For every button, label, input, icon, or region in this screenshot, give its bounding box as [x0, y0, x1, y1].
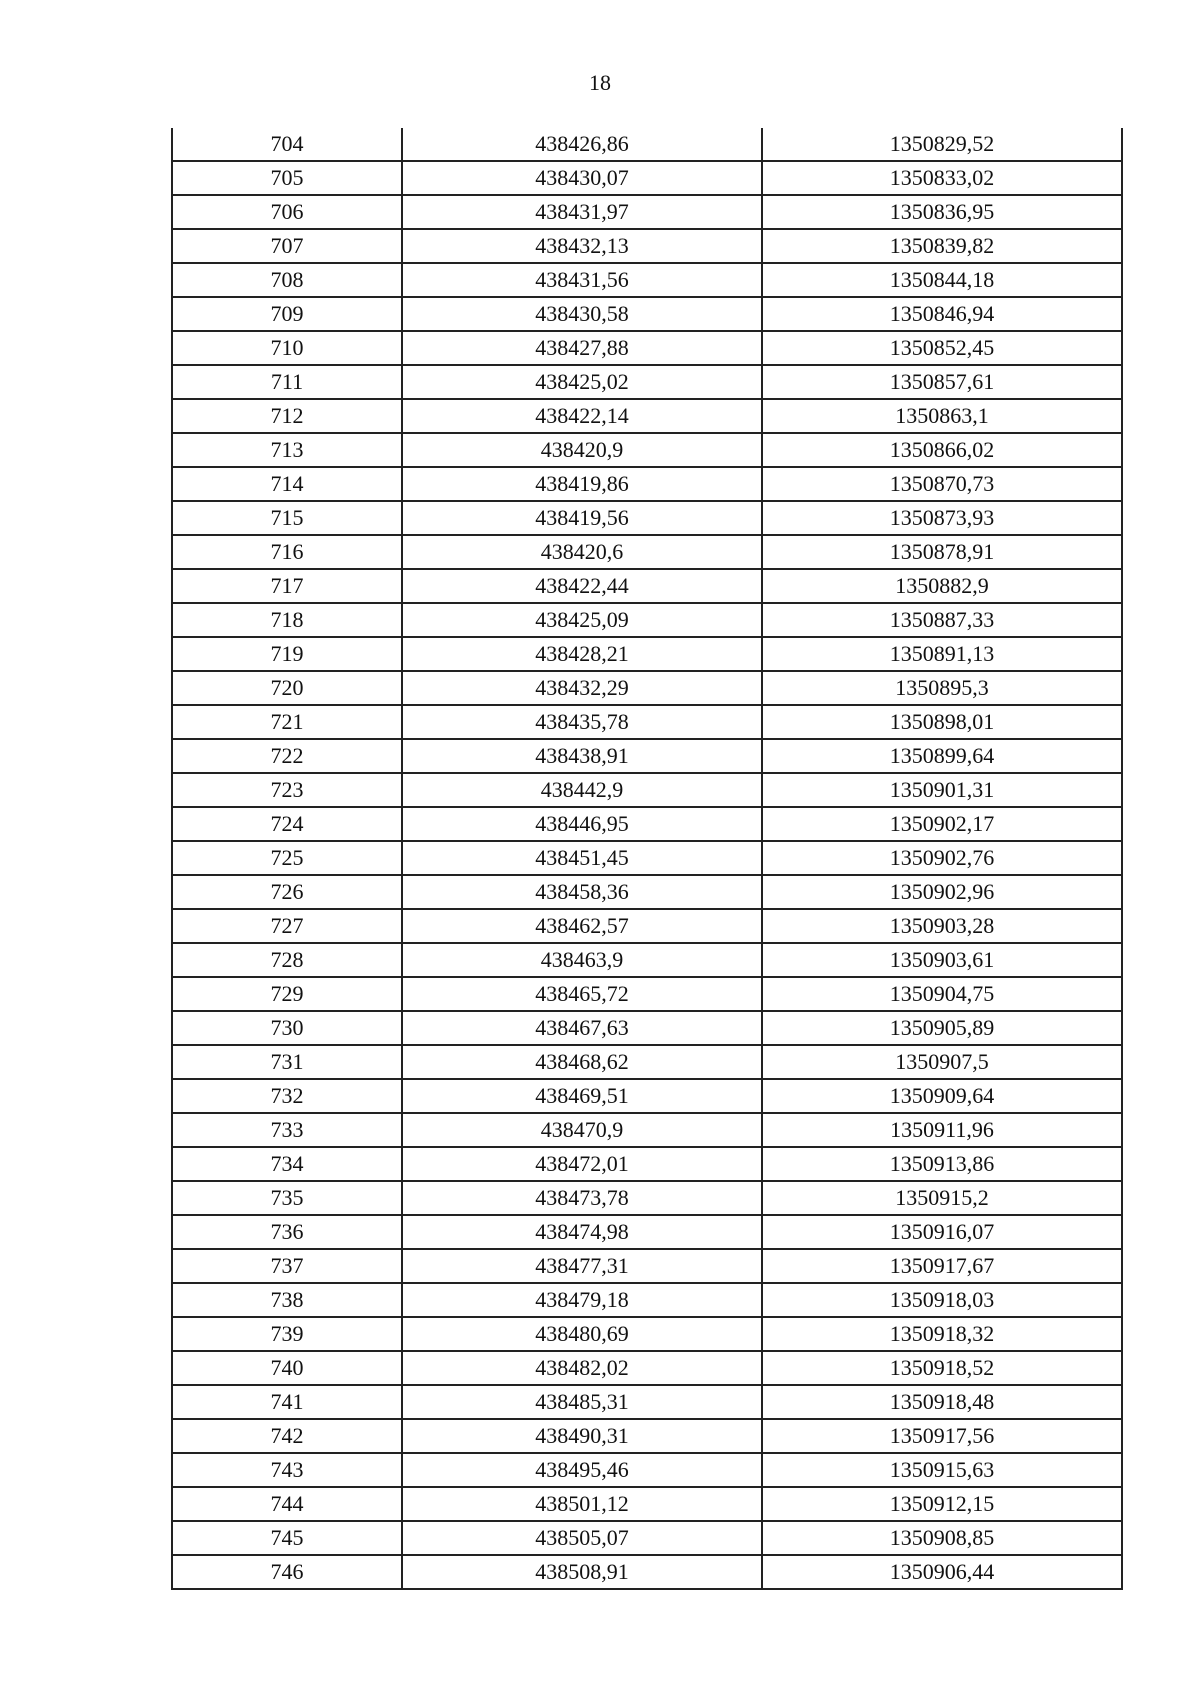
- x-coordinate-cell: 438422,14: [402, 399, 762, 433]
- coordinates-table-body: [172, 128, 1122, 1589]
- point-number-cell: 705: [172, 161, 402, 195]
- y-coordinate-cell: 1350863,1: [762, 399, 1122, 433]
- y-coordinate-cell: 1350846,94: [762, 297, 1122, 331]
- point-number-cell: 743: [172, 1453, 402, 1487]
- point-number-cell: 709: [172, 297, 402, 331]
- point-number-cell: 731: [172, 1045, 402, 1079]
- point-number-cell: 723: [172, 773, 402, 807]
- x-coordinate-cell: 438480,69: [402, 1317, 762, 1351]
- table-row: [172, 399, 1122, 433]
- point-number-cell: 735: [172, 1181, 402, 1215]
- x-coordinate-cell: 438465,72: [402, 977, 762, 1011]
- table-row: [172, 161, 1122, 195]
- point-number-cell: 729: [172, 977, 402, 1011]
- point-number-cell: 713: [172, 433, 402, 467]
- coordinates-table: [171, 128, 1123, 1590]
- x-coordinate-cell: 438485,31: [402, 1385, 762, 1419]
- y-coordinate-cell: 1350915,63: [762, 1453, 1122, 1487]
- y-coordinate-cell: 1350899,64: [762, 739, 1122, 773]
- x-coordinate-cell: 438482,02: [402, 1351, 762, 1385]
- y-coordinate-cell: 1350911,96: [762, 1113, 1122, 1147]
- table-row: [172, 1045, 1122, 1079]
- x-coordinate-cell: 438462,57: [402, 909, 762, 943]
- point-number-cell: 734: [172, 1147, 402, 1181]
- table-row: [172, 705, 1122, 739]
- table-row: [172, 1079, 1122, 1113]
- table-row: [172, 1113, 1122, 1147]
- table-row: [172, 1147, 1122, 1181]
- y-coordinate-cell: 1350833,02: [762, 161, 1122, 195]
- x-coordinate-cell: 438438,91: [402, 739, 762, 773]
- point-number-cell: 745: [172, 1521, 402, 1555]
- table-row: [172, 943, 1122, 977]
- point-number-cell: 739: [172, 1317, 402, 1351]
- point-number-cell: 719: [172, 637, 402, 671]
- point-number-cell: 744: [172, 1487, 402, 1521]
- x-coordinate-cell: 438422,44: [402, 569, 762, 603]
- y-coordinate-cell: 1350917,56: [762, 1419, 1122, 1453]
- point-number-cell: 704: [172, 128, 402, 161]
- table-row: [172, 875, 1122, 909]
- x-coordinate-cell: 438431,97: [402, 195, 762, 229]
- x-coordinate-cell: 438430,07: [402, 161, 762, 195]
- table-row: [172, 773, 1122, 807]
- y-coordinate-cell: 1350902,96: [762, 875, 1122, 909]
- table-row: [172, 229, 1122, 263]
- y-coordinate-cell: 1350878,91: [762, 535, 1122, 569]
- table-row: [172, 1419, 1122, 1453]
- point-number-cell: 711: [172, 365, 402, 399]
- y-coordinate-cell: 1350904,75: [762, 977, 1122, 1011]
- table-row: [172, 1283, 1122, 1317]
- point-number-cell: 732: [172, 1079, 402, 1113]
- x-coordinate-cell: 438446,95: [402, 807, 762, 841]
- x-coordinate-cell: 438432,29: [402, 671, 762, 705]
- table-row: [172, 977, 1122, 1011]
- point-number-cell: 718: [172, 603, 402, 637]
- point-number-cell: 714: [172, 467, 402, 501]
- page-number: 18: [589, 70, 611, 95]
- table-row: [172, 569, 1122, 603]
- point-number-cell: 722: [172, 739, 402, 773]
- table-row: [172, 1181, 1122, 1215]
- x-coordinate-cell: 438451,45: [402, 841, 762, 875]
- x-coordinate-cell: 438442,9: [402, 773, 762, 807]
- point-number-cell: 727: [172, 909, 402, 943]
- y-coordinate-cell: 1350857,61: [762, 365, 1122, 399]
- table-row: [172, 637, 1122, 671]
- point-number-cell: 720: [172, 671, 402, 705]
- point-number-cell: 736: [172, 1215, 402, 1249]
- y-coordinate-cell: 1350839,82: [762, 229, 1122, 263]
- y-coordinate-cell: 1350902,76: [762, 841, 1122, 875]
- y-coordinate-cell: 1350917,67: [762, 1249, 1122, 1283]
- table-row: [172, 297, 1122, 331]
- y-coordinate-cell: 1350915,2: [762, 1181, 1122, 1215]
- y-coordinate-cell: 1350918,03: [762, 1283, 1122, 1317]
- y-coordinate-cell: 1350844,18: [762, 263, 1122, 297]
- y-coordinate-cell: 1350870,73: [762, 467, 1122, 501]
- x-coordinate-cell: 438472,01: [402, 1147, 762, 1181]
- point-number-cell: 728: [172, 943, 402, 977]
- x-coordinate-cell: 438425,02: [402, 365, 762, 399]
- table-row: [172, 909, 1122, 943]
- table-row: [172, 195, 1122, 229]
- y-coordinate-cell: 1350907,5: [762, 1045, 1122, 1079]
- x-coordinate-cell: 438474,98: [402, 1215, 762, 1249]
- y-coordinate-cell: 1350887,33: [762, 603, 1122, 637]
- point-number-cell: 726: [172, 875, 402, 909]
- x-coordinate-cell: 438435,78: [402, 705, 762, 739]
- x-coordinate-cell: 438432,13: [402, 229, 762, 263]
- x-coordinate-cell: 438430,58: [402, 297, 762, 331]
- x-coordinate-cell: 438501,12: [402, 1487, 762, 1521]
- table-row: [172, 1385, 1122, 1419]
- y-coordinate-cell: 1350829,52: [762, 128, 1122, 161]
- y-coordinate-cell: 1350913,86: [762, 1147, 1122, 1181]
- table-row: [172, 331, 1122, 365]
- x-coordinate-cell: 438425,09: [402, 603, 762, 637]
- point-number-cell: 730: [172, 1011, 402, 1045]
- y-coordinate-cell: 1350852,45: [762, 331, 1122, 365]
- y-coordinate-cell: 1350866,02: [762, 433, 1122, 467]
- x-coordinate-cell: 438419,86: [402, 467, 762, 501]
- y-coordinate-cell: 1350912,15: [762, 1487, 1122, 1521]
- x-coordinate-cell: 438427,88: [402, 331, 762, 365]
- y-coordinate-cell: 1350873,93: [762, 501, 1122, 535]
- y-coordinate-cell: 1350882,9: [762, 569, 1122, 603]
- point-number-cell: 725: [172, 841, 402, 875]
- table-row: [172, 807, 1122, 841]
- table-row: [172, 841, 1122, 875]
- y-coordinate-cell: 1350836,95: [762, 195, 1122, 229]
- table-row: [172, 1453, 1122, 1487]
- table-row: [172, 128, 1122, 161]
- point-number-cell: 721: [172, 705, 402, 739]
- table-row: [172, 1317, 1122, 1351]
- point-number-cell: 742: [172, 1419, 402, 1453]
- x-coordinate-cell: 438463,9: [402, 943, 762, 977]
- table-row: [172, 535, 1122, 569]
- x-coordinate-cell: 438469,51: [402, 1079, 762, 1113]
- point-number-cell: 733: [172, 1113, 402, 1147]
- table-row: [172, 1351, 1122, 1385]
- x-coordinate-cell: 438419,56: [402, 501, 762, 535]
- x-coordinate-cell: 438508,91: [402, 1555, 762, 1589]
- table-row: [172, 1521, 1122, 1555]
- point-number-cell: 737: [172, 1249, 402, 1283]
- y-coordinate-cell: 1350891,13: [762, 637, 1122, 671]
- y-coordinate-cell: 1350918,32: [762, 1317, 1122, 1351]
- x-coordinate-cell: 438431,56: [402, 263, 762, 297]
- point-number-cell: 717: [172, 569, 402, 603]
- y-coordinate-cell: 1350918,52: [762, 1351, 1122, 1385]
- point-number-cell: 738: [172, 1283, 402, 1317]
- table-row: [172, 433, 1122, 467]
- x-coordinate-cell: 438477,31: [402, 1249, 762, 1283]
- table-row: [172, 365, 1122, 399]
- x-coordinate-cell: 438420,6: [402, 535, 762, 569]
- point-number-cell: 724: [172, 807, 402, 841]
- x-coordinate-cell: 438490,31: [402, 1419, 762, 1453]
- x-coordinate-cell: 438458,36: [402, 875, 762, 909]
- y-coordinate-cell: 1350903,28: [762, 909, 1122, 943]
- table-row: [172, 1011, 1122, 1045]
- x-coordinate-cell: 438468,62: [402, 1045, 762, 1079]
- table-row: [172, 1487, 1122, 1521]
- x-coordinate-cell: 438470,9: [402, 1113, 762, 1147]
- y-coordinate-cell: 1350903,61: [762, 943, 1122, 977]
- point-number-cell: 706: [172, 195, 402, 229]
- y-coordinate-cell: 1350901,31: [762, 773, 1122, 807]
- y-coordinate-cell: 1350916,07: [762, 1215, 1122, 1249]
- table-row: [172, 671, 1122, 705]
- y-coordinate-cell: 1350918,48: [762, 1385, 1122, 1419]
- x-coordinate-cell: 438495,46: [402, 1453, 762, 1487]
- table-row: [172, 603, 1122, 637]
- point-number-cell: 741: [172, 1385, 402, 1419]
- y-coordinate-cell: 1350902,17: [762, 807, 1122, 841]
- point-number-cell: 740: [172, 1351, 402, 1385]
- point-number-cell: 716: [172, 535, 402, 569]
- table-row: [172, 263, 1122, 297]
- table-row: [172, 1215, 1122, 1249]
- x-coordinate-cell: 438426,86: [402, 128, 762, 161]
- point-number-cell: 707: [172, 229, 402, 263]
- y-coordinate-cell: 1350909,64: [762, 1079, 1122, 1113]
- point-number-cell: 712: [172, 399, 402, 433]
- point-number-cell: 708: [172, 263, 402, 297]
- y-coordinate-cell: 1350908,85: [762, 1521, 1122, 1555]
- x-coordinate-cell: 438505,07: [402, 1521, 762, 1555]
- table-row: [172, 1555, 1122, 1589]
- y-coordinate-cell: 1350895,3: [762, 671, 1122, 705]
- point-number-cell: 710: [172, 331, 402, 365]
- table-row: [172, 501, 1122, 535]
- point-number-cell: 715: [172, 501, 402, 535]
- table-row: [172, 467, 1122, 501]
- y-coordinate-cell: 1350906,44: [762, 1555, 1122, 1589]
- y-coordinate-cell: 1350905,89: [762, 1011, 1122, 1045]
- x-coordinate-cell: 438473,78: [402, 1181, 762, 1215]
- x-coordinate-cell: 438467,63: [402, 1011, 762, 1045]
- y-coordinate-cell: 1350898,01: [762, 705, 1122, 739]
- x-coordinate-cell: 438479,18: [402, 1283, 762, 1317]
- table-row: [172, 739, 1122, 773]
- point-number-cell: 746: [172, 1555, 402, 1589]
- x-coordinate-cell: 438420,9: [402, 433, 762, 467]
- x-coordinate-cell: 438428,21: [402, 637, 762, 671]
- table-row: [172, 1249, 1122, 1283]
